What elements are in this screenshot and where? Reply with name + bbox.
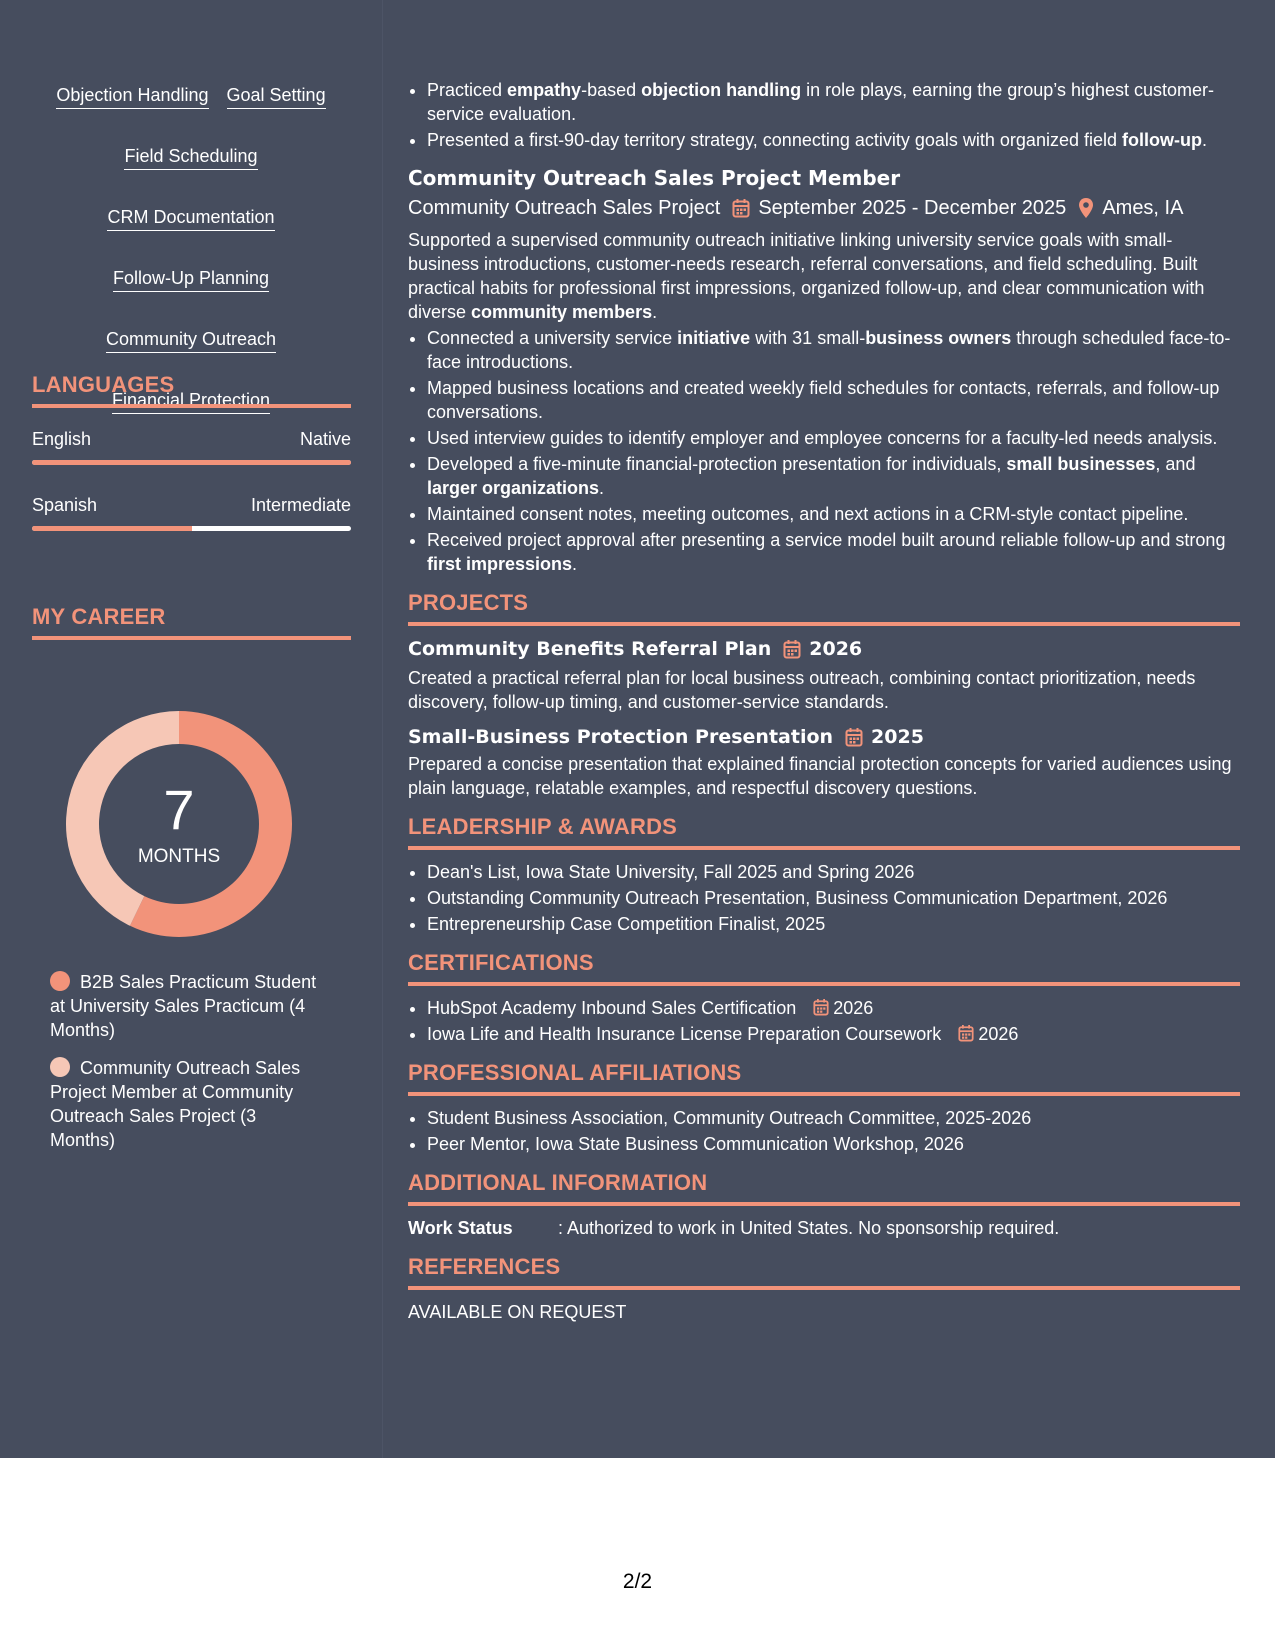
text-run: Presented a first-90-day territory strategy, connecting activity goals with organized field [427, 130, 1122, 150]
text-run: Connected a university service [427, 328, 678, 348]
job-meta [408, 194, 1240, 222]
bullet-item [427, 426, 1240, 450]
bullet-item [427, 78, 1240, 126]
skill-tag: Financial Protection [112, 389, 270, 414]
legend-dot [50, 971, 70, 991]
skill-tag: Community Outreach [106, 328, 276, 353]
text-run: Used interview guides to identify employer and employee concerns for a faculty-led needs analysis. [427, 428, 1218, 448]
skill-tag: Follow-Up Planning [113, 267, 269, 292]
project-item [408, 636, 1240, 714]
affiliation-item: • Student Business Association, Community Outreach Committee, 2025-2026 [427, 1106, 1240, 1130]
language-level: Native [299, 429, 351, 449]
career-unit: MONTHS [137, 846, 221, 867]
bold-text: objection handling [641, 80, 802, 100]
language-item [32, 494, 351, 531]
project-item [408, 724, 1240, 800]
text-run: , and [1155, 454, 1196, 474]
job-location: Ames, IA [1102, 197, 1184, 219]
legend-label: B2B Sales Practicum Student at University Sales Practicum (4 Months) [50, 972, 317, 1040]
skill-tag: Goal Setting [227, 84, 326, 109]
additional-info-heading: ADDITIONAL INFORMATION [408, 1170, 1240, 1206]
career-segment-2 [66, 711, 179, 926]
languages-heading: LANGUAGES [32, 372, 351, 408]
certification-year: 2026 [833, 998, 874, 1018]
calendar-icon [813, 996, 833, 1020]
sidebar-divider [382, 0, 383, 1458]
bold-text: larger organizations [427, 478, 600, 498]
language-name: English [32, 429, 92, 449]
career-legend-item [50, 1056, 320, 1152]
text-run: Mapped business locations and created weekly field schedules for contacts, referrals, and follow-up conversations. [427, 378, 1220, 422]
project-description: Created a practical referral plan for local business outreach, combining contact prioritization, needs discovery, follow-up timing, and customer-service standards. [408, 668, 1196, 712]
language-name: Spanish [32, 495, 98, 515]
text-run: -based [581, 80, 642, 100]
bold-text: initiative [677, 328, 751, 348]
map-pin-icon [1078, 197, 1094, 219]
career-total: 7 [163, 778, 195, 841]
text-run: with 31 small- [750, 328, 866, 348]
legend-dot [50, 1057, 70, 1077]
text-run: Supported a supervised community outreach initiative linking university service goals with small-business introductions, customer-needs research, referral conversations, and field scheduling. Built practical habits for professional first impressions, organized follow-up, and clear communication with diverse [408, 230, 1205, 322]
bullet-item [427, 376, 1240, 424]
language-item [32, 428, 351, 465]
projects-heading: PROJECTS [408, 590, 1240, 626]
references-text: AVAILABLE ON REQUEST [408, 1302, 627, 1322]
affiliation-item: • Peer Mentor, Iowa State Business Communication Workshop, 2026 [427, 1132, 1240, 1156]
page-number: 2/2 [622, 1570, 653, 1593]
skill-tag: Objection Handling [56, 84, 208, 109]
project-year: 2026 [809, 638, 863, 660]
bullet-item [427, 452, 1240, 500]
awards-list [408, 860, 1240, 936]
bold-text: first impressions [427, 554, 573, 574]
certifications-heading: CERTIFICATIONS [408, 950, 1240, 986]
awards-heading: LEADERSHIP & AWARDS [408, 814, 1240, 850]
skill-tag: CRM Documentation [107, 206, 274, 231]
bullet-item [427, 326, 1240, 374]
affiliations-heading: PROFESSIONAL AFFILIATIONS [408, 1060, 1240, 1096]
job-dates: September 2025 - December 2025 [758, 197, 1067, 219]
certifications-list [408, 996, 1240, 1046]
sidebar [0, 0, 382, 1458]
language-proficiency-bar [32, 460, 351, 465]
certification-name: HubSpot Academy Inbound Sales Certification [427, 998, 797, 1018]
main-column [408, 78, 1240, 1324]
project-title: Community Benefits Referral Plan [408, 638, 772, 660]
bold-text: small businesses [1006, 454, 1156, 474]
text-run: Received project approval after presenting a service model built around reliable follow-up and strong [427, 530, 1226, 550]
certification-year: 2026 [978, 1024, 1019, 1044]
affiliations-list [408, 1106, 1240, 1156]
text-run: . [572, 554, 578, 574]
bullet-item [427, 128, 1240, 152]
project-title: Small-Business Protection Presentation [408, 726, 834, 748]
text-run: Practiced [427, 80, 508, 100]
bold-text: business owners [865, 328, 1012, 348]
bullet-item [427, 502, 1240, 526]
bold-text: community members [471, 302, 653, 322]
text-run: in role plays, earning the group’s highest customer-service evaluation. [427, 80, 1215, 124]
award-item: • Dean's List, Iowa State University, Fall 2025 and Spring 2026 [427, 860, 1240, 884]
work-status-value: : Authorized to work in United States. No sponsorship required. [558, 1218, 1060, 1238]
language-proficiency-fill [32, 526, 192, 531]
work-status-label: Work Status [408, 1218, 513, 1238]
legend-label: Community Outreach Sales Project Member at Community Outreach Sales Project (3 Months) [50, 1058, 301, 1150]
certification-item [427, 1022, 1240, 1046]
previous-role-bullets [408, 78, 1240, 152]
text-run: . [652, 302, 658, 322]
job-title: Community Outreach Sales Project Member [408, 166, 901, 190]
language-proficiency-fill [32, 460, 351, 465]
work-status-row [408, 1216, 1240, 1240]
language-proficiency-bar [32, 526, 351, 531]
project-year: 2025 [871, 726, 924, 748]
text-run: Developed a five-minute financial-protection presentation for individuals, [427, 454, 1007, 474]
calendar-icon [732, 198, 750, 218]
job-company: Community Outreach Sales Project [408, 197, 721, 219]
calendar-icon [783, 639, 801, 659]
job-summary [408, 228, 1240, 324]
career-legend-item [50, 970, 320, 1042]
career-donut-chart [66, 711, 292, 937]
language-level: Intermediate [250, 495, 351, 515]
career-heading: MY CAREER [32, 604, 351, 640]
job-bullets [408, 326, 1240, 576]
bold-text: follow-up [1122, 130, 1202, 150]
award-item: • Entrepreneurship Case Competition Finalist, 2025 [427, 912, 1240, 936]
certification-name: Iowa Life and Health Insurance License Preparation Coursework [427, 1024, 942, 1044]
calendar-icon [958, 1022, 978, 1046]
text-run: . [599, 478, 605, 498]
text-run: . [1201, 130, 1207, 150]
bullet-item [427, 528, 1240, 576]
skill-tag: Field Scheduling [124, 145, 257, 170]
award-item: • Outstanding Community Outreach Presentation, Business Communication Department, 2026 [427, 886, 1240, 910]
text-run: through scheduled face-to-face introductions. [427, 328, 1231, 372]
references-heading: REFERENCES [408, 1254, 1240, 1290]
text-run: Maintained consent notes, meeting outcomes, and next actions in a CRM-style contact pipeline. [427, 504, 1189, 524]
bold-text: empathy [507, 80, 582, 100]
certification-item [427, 996, 1240, 1020]
calendar-icon [845, 727, 863, 747]
project-description: Prepared a concise presentation that explained financial protection concepts for varied audiences using plain language, relatable examples, and respectful discovery questions. [408, 754, 1232, 798]
